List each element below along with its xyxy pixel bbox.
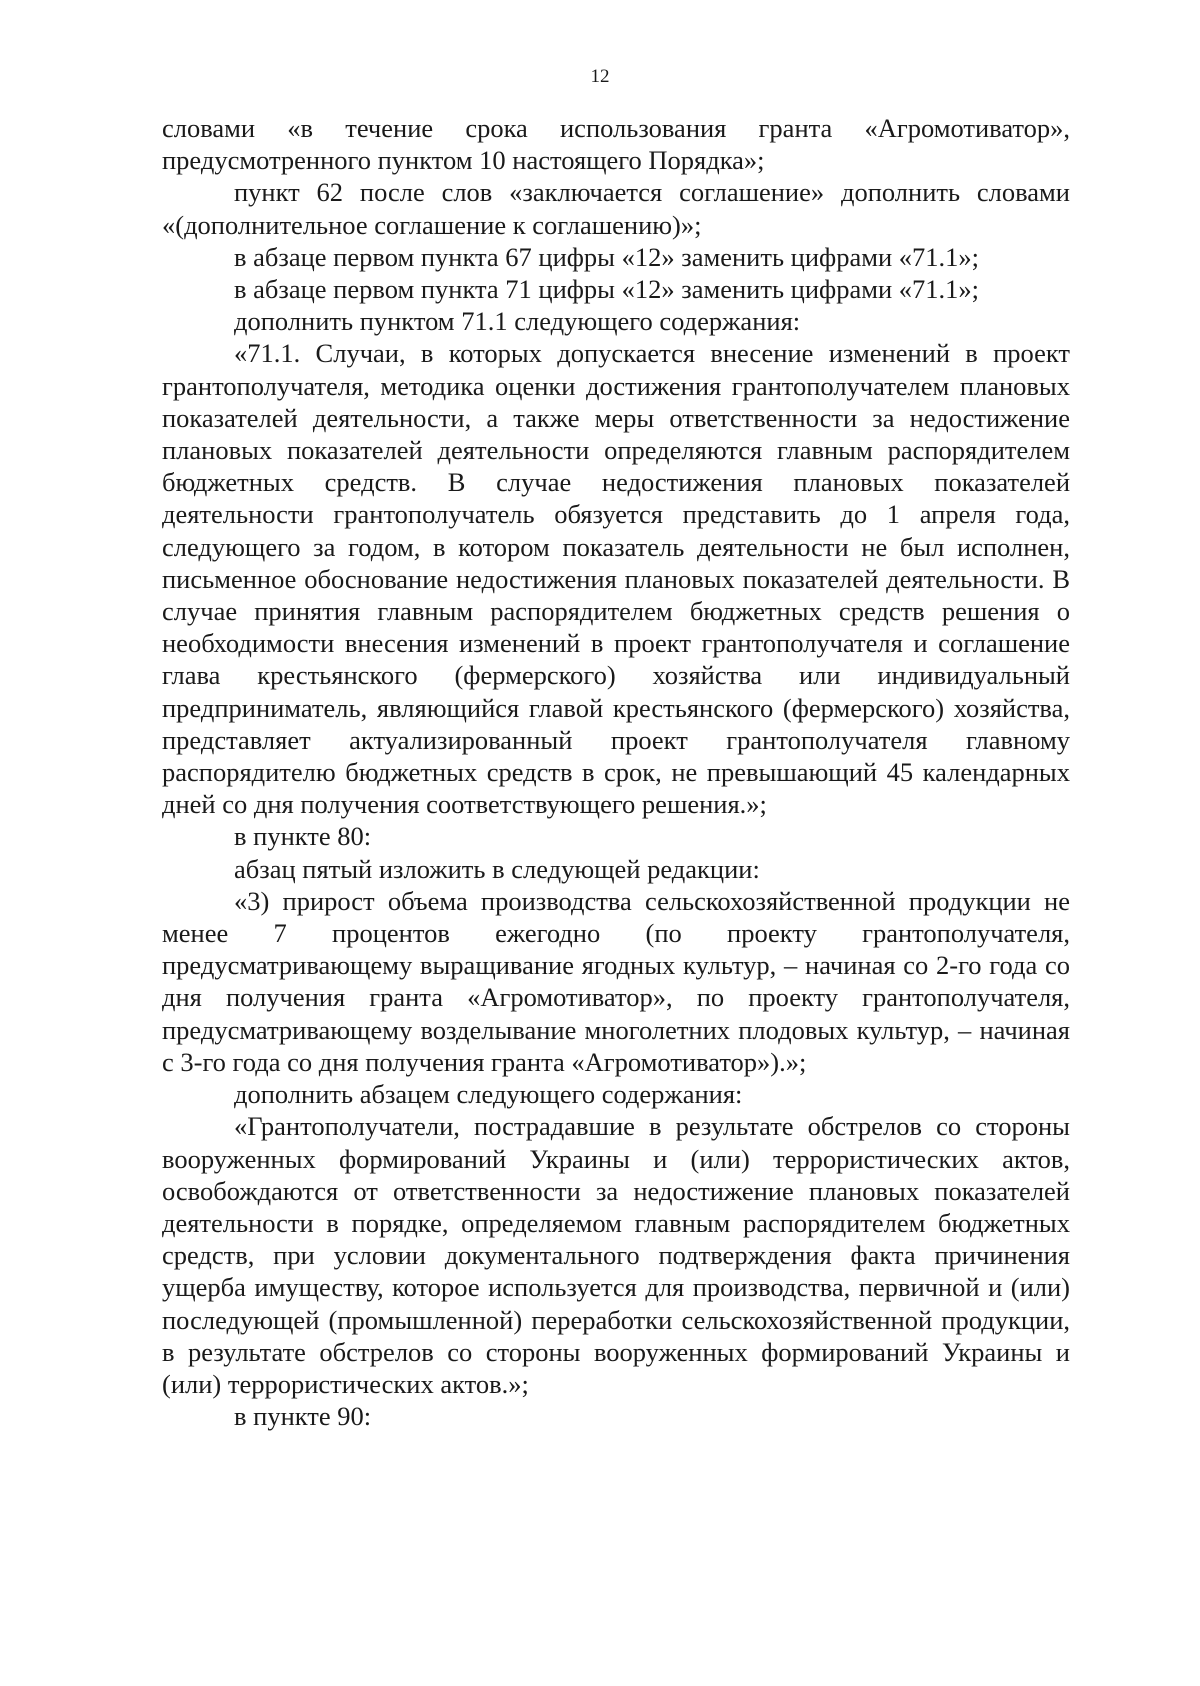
paragraph-12: в пункте 90: — [234, 1401, 372, 1432]
paragraph-9: «3) прирост объема производства сельскохозяйственной продукции не менее 7 процентов ежегодно (по проекту грантополучателя, предусматривающему выращивание ягодных культур, – начиная со 2-го года со дня получения гранта «Агромотиватор», по проекту грантополучателя, предусматривающему возделывание многолетних плодовых культур, – начиная с 3-го года со дня получения гранта «Агромотиватор»).»; — [162, 885, 1070, 1077]
paragraph-7: в пункте 80: — [234, 821, 372, 852]
paragraph-4: в абзаце первом пункта 71 цифры «12» заменить цифрами «71.1»; — [234, 274, 980, 305]
paragraph-8: абзац пятый изложить в следующей редакции: — [234, 853, 760, 884]
paragraph-6: «71.1. Случаи, в которых допускается внесение изменений в проект грантополучателя, методика оценки достижения грантополучателем плановых показателей деятельности, а также меры ответственности за недостижение плановых показателей деятельности определяются главным распорядителем бюджетных средств. В случае недостижения плановых показателей деятельности грантополучатель обязуется представить до 1 апреля года, следующего за годом, в котором показатель деятельности не был исполнен, письменное обоснование недостижения плановых показателей деятельности. В случае принятия главным распорядителем бюджетных средств решения о необходимости внесения изменений в проект грантополучателя и соглашение глава крестьянского (фермерского) хозяйства или индивидуальный предприниматель, являющийся главой крестьянского (фермерского) хозяйства, представляет актуализированный проект грантополучателя главному распорядителю бюджетных средств в срок, не превышающий 45 календарных дней со дня получения соответствующего решения.»; — [162, 338, 1070, 820]
paragraph-1: словами «в течение срока использования гранта «Агромотиватор», предусмотренного пунктом 10 настоящего Порядка»; — [162, 113, 1070, 176]
document-body — [162, 112, 1070, 1432]
paragraph-2: пункт 62 после слов «заключается соглашение» дополнить словами «(дополнительное соглашение к соглашению)»; — [162, 177, 1070, 240]
paragraph-5: дополнить пунктом 71.1 следующего содержания: — [234, 306, 801, 337]
page-number: 12 — [590, 66, 610, 87]
paragraph-11: «Грантополучатели, пострадавшие в результате обстрелов со стороны вооруженных формирований Украины и (или) террористических актов, освобождаются от ответственности за недостижение плановых показателей деятельности в порядке, определяемом главным распорядителем бюджетных средств, при условии документального подтверждения факта причинения ущерба имуществу, которое используется для производства, первичной и (или) последующей (промышленной) переработки сельскохозяйственной продукции, в результате обстрелов со стороны вооруженных формирований Украины и (или) террористических актов.»; — [162, 1111, 1070, 1399]
paragraph-10: дополнить абзацем следующего содержания: — [234, 1079, 743, 1110]
paragraph-3: в абзаце первом пункта 67 цифры «12» заменить цифрами «71.1»; — [234, 241, 980, 272]
